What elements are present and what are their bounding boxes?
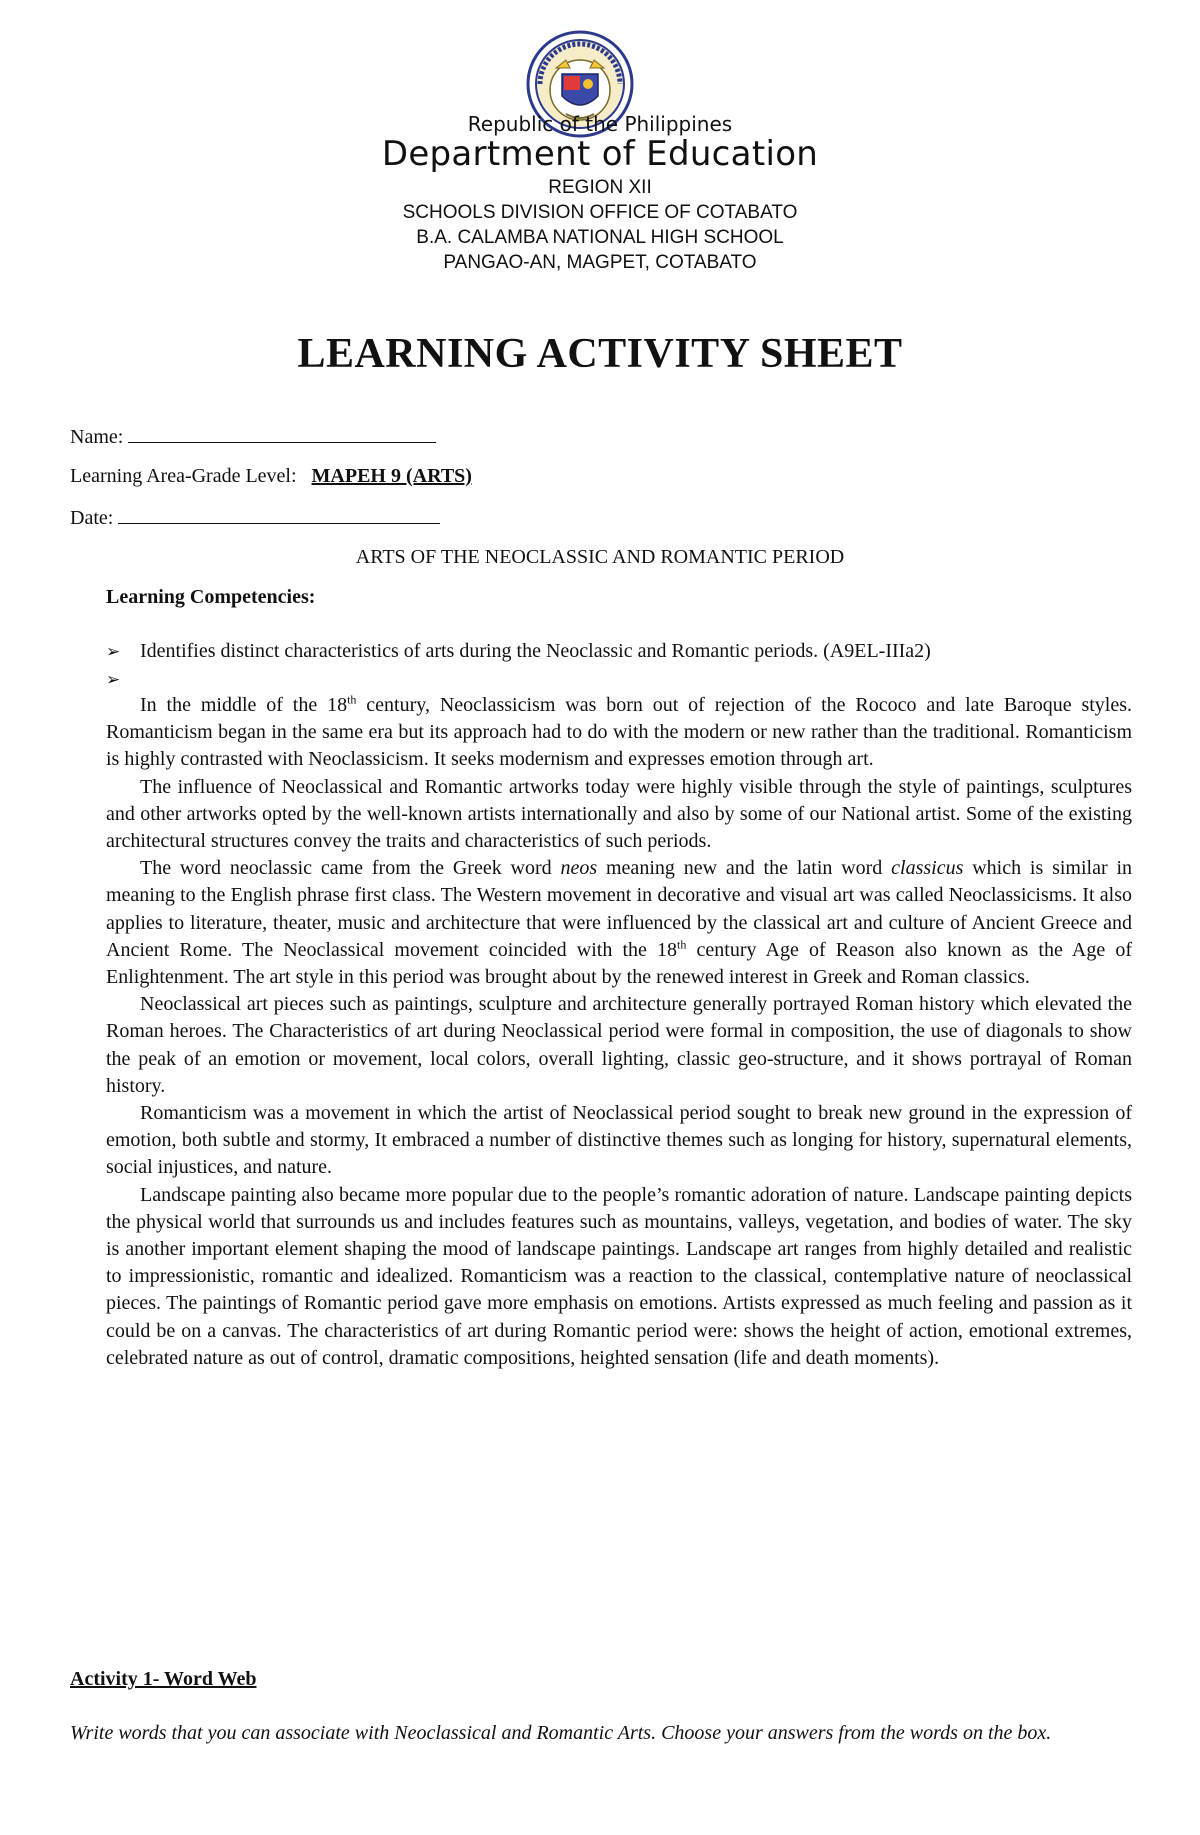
republic-heading: Republic of the Philippines xyxy=(467,112,733,136)
paragraph-4: Neoclassical art pieces such as paintings, sculpture and architecture generally portrayed Roman history which elevated the Roman heroes. The Characteristics of art during Neoclassical period were formal in composition, the use of diagonals to show the peak of an emotion or movement, local colors, overall lighting, classic geo-structure, and it shows portrayal of Roman history. xyxy=(106,993,1132,1097)
paragraph-3 xyxy=(106,855,1132,991)
p1-superscript: th xyxy=(347,692,357,707)
department-heading: Department of Education xyxy=(381,134,819,174)
competencies-heading: Learning Competencies: xyxy=(106,586,316,608)
name-blank-line[interactable] xyxy=(128,424,436,443)
competency-item-empty xyxy=(106,668,140,691)
p3-text-c: which is similar in meaning to the English phrase first class. The Western movement in decorative and visual art was called Neoclassicisms. It also applies to literature, theater, music and architecture that were influenced by the classical art and culture of Ancient Greece and Ancient Rome. The Neoclassical movement coincided with the 18 xyxy=(106,857,1133,961)
name-field xyxy=(70,424,436,449)
division-line: SCHOOLS DIVISION OFFICE OF COTABATO xyxy=(402,202,798,223)
activity-instruction: Write words that you can associate with Neoclassical and Romantic Arts. Choose your answers from the words on the box. xyxy=(70,1722,1052,1744)
sheet-title: LEARNING ACTIVITY SHEET xyxy=(297,331,903,377)
paragraph-2: The influence of Neoclassical and Romantic artworks today were highly visible through the style of paintings, sculptures and other artworks opted by the well-known artists internationally and also by some of our National artist. Some of the existing architectural structures convey the traits and characteristics of such periods. xyxy=(106,775,1132,853)
p3-italic-neos: neos xyxy=(560,857,598,880)
p3-text-d: century Age of Reason also known as the Age of Enlightenment. The art style in this period was brought about by the renewed interest in Greek and Roman classics. xyxy=(106,938,1132,989)
name-label: Name: xyxy=(70,426,124,448)
paragraph-5: Romanticism was a movement in which the artist of Neoclassical period sought to break new ground in the expression of emotion, both subtle and stormy, It embraced a number of distinctive themes such as longing for history, supernatural elements, social injustices, and nature. xyxy=(106,1102,1132,1179)
p1-text-b: century, Neoclassicism was born out of rejection of the Rococo and late Baroque styles. Romanticism began in the same era but its approach had to do with the modern or new rather than the traditional. Romanticism is highly contrasted with Neoclassicism. It seeks modernism and expresses emotion through art. xyxy=(106,694,1133,771)
activity-heading: Activity 1- Word Web xyxy=(70,1668,257,1690)
paragraph-6: Landscape painting also became more popular due to the people’s romantic adoration of nature. Landscape painting depicts the physical world that surrounds us and includes features such as mountains, valleys, vegetation, and bodies of water. The sky is another important element shaping the mood of landscape paintings. Landscape art ranges from highly detailed and realistic to impressionistic, romantic and idealized. Romanticism was a reaction to the classical, contemplative nature of neoclassical pieces. The paintings of Romantic period gave more emphasis on emotions. Artists expressed as much feeling and passion as it could be on a canvas. The characteristics of art during Romantic period were: shows the height of action, emotional extremes, celebrated nature as out of control, dramatic compositions, heighted sensation (life and death moments). xyxy=(106,1183,1132,1369)
school-line: B.A. CALAMBA NATIONAL HIGH SCHOOL xyxy=(416,227,784,248)
date-label: Date: xyxy=(70,507,114,529)
region-line: REGION XII xyxy=(548,177,652,198)
learning-area-value: MAPEH 9 (ARTS) xyxy=(311,465,472,487)
date-blank-line[interactable] xyxy=(118,505,440,524)
subject-title: ARTS OF THE NEOCLASSIC AND ROMANTIC PERIOD xyxy=(355,546,845,568)
date-field xyxy=(70,505,440,530)
arrow-bullet-icon: ➢ xyxy=(106,642,121,662)
p3-italic-classicus: classicus xyxy=(891,857,964,880)
p3-superscript: th xyxy=(677,937,687,952)
learning-area-field xyxy=(70,465,472,488)
lesson-body xyxy=(106,692,1132,1372)
paragraph-1 xyxy=(106,692,1132,774)
arrow-bullet-icon: ➢ xyxy=(106,670,121,690)
p3-text-b: meaning new and the latin word xyxy=(597,857,892,880)
competency-text: Identifies distinct characteristics of arts during the Neoclassic and Romantic periods. (A9EL-IIIa2) xyxy=(140,640,931,662)
learning-area-label: Learning Area-Grade Level: xyxy=(70,465,297,487)
p1-text-a: In the middle of the 18 xyxy=(140,694,348,716)
p3-text-a: The word neoclassic came from the Greek word xyxy=(140,857,561,880)
address-line: PANGAO-AN, MAGPET, COTABATO xyxy=(443,252,757,273)
competency-item xyxy=(106,640,931,663)
